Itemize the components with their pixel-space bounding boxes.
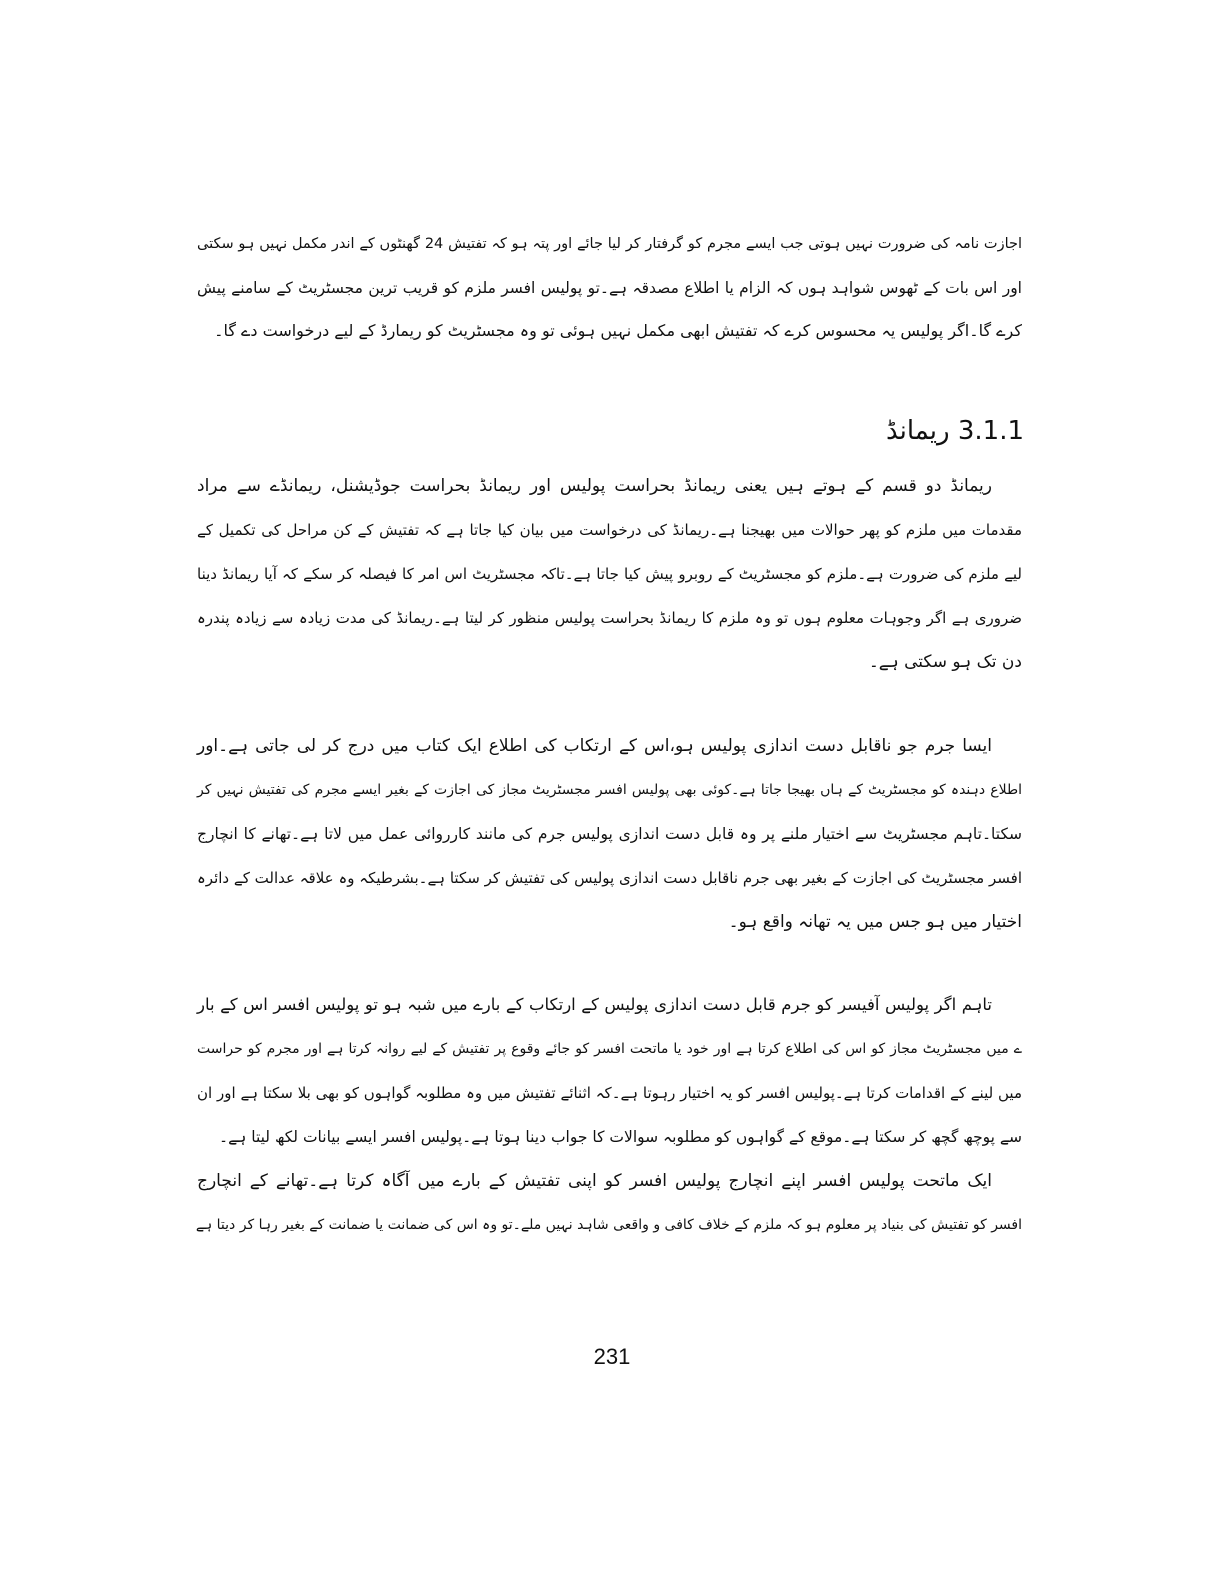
text-line: سے پوچھ گچھ کر سکتا ہے۔موقع کے گواہوں کو مطلوبہ سوالات کا جواب دینا ہوتا ہے۔پولیس افسر ایسے بیانات لکھ لیتا ہے۔ <box>219 1128 1022 1146</box>
text-line: افسر مجسٹریٹ کی اجازت کے بغیر بھی جرم ناقابل دست اندازی پولیس کی تفتیش کر سکتا ہے۔بشرطیکہ وہ علاقہ عدالت کے دائرہ <box>197 869 1022 887</box>
text-line: ضروری ہے اگر وجوہات معلوم ہوں تو وہ ملزم کا ریمانڈ بحراست پولیس منظور کر لیتا ہے۔ریمانڈ کی مدت زیادہ سے زیادہ پندرہ <box>197 609 1022 627</box>
section-heading: 3.1.1 ریمانڈ <box>885 416 1024 446</box>
text-line: اطلاع دہندہ کو مجسٹریٹ کے ہاں بھیجا جاتا ہے۔کوئی بھی پولیس افسر مجسٹریٹ مجاز کی اجازت کے بغیر ایسے مجرم کی تفتیش نہیں کر <box>197 782 1022 798</box>
text-line: ے میں مجسٹریٹ مجاز کو اس کی اطلاع کرتا ہے اور خود یا ماتحت افسر کو جائے وقوع پر تفتیش کے لیے روانہ کرتا ہے اور مجرم کو حراست <box>197 1041 1022 1057</box>
text-line: میں لینے کے اقدامات کرتا ہے۔پولیس افسر کو یہ اختیار رہوتا ہے۔کہ اثنائے تفتیش میں وہ مطلوبہ گواہوں کو بھی بلا سکتا ہے اور ان <box>197 1084 1022 1102</box>
text-line: اجازت نامہ کی ضرورت نہیں ہوتی جب ایسے مجرم کو گرفتار کر لیا جائے اور پتہ ہو کہ تفتیش 24 گھنٹوں کے اندر مکمل نہیں ہو سکتی <box>197 236 1022 252</box>
text-line: اور اس بات کے ٹھوس شواہد ہوں کہ الزام یا اطلاع مصدقہ ہے۔تو پولیس افسر ملزم کو قریب ترین مجسٹریٹ کے سامنے پیش <box>197 279 1022 297</box>
text-line: اختیار میں ہو جس میں یہ تھانہ واقع ہو۔ <box>728 912 1022 932</box>
text-line: سکتا۔تاہم مجسٹریٹ سے اختیار ملنے پر وہ قابل دست اندازی پولیس جرم کی مانند کارروائی عمل میں لاتا ہے۔تھانے کا انچارج <box>197 825 1022 843</box>
text-line: ایک ماتحت پولیس افسر اپنے انچارج پولیس افسر کو اپنی تفتیش کے بارے میں آگاہ کرتا ہے۔تھانے کے انچارج <box>197 1171 992 1191</box>
text-line: لیے ملزم کی ضرورت ہے۔ملزم کو مجسٹریٹ کے روبرو پیش کیا جاتا ہے۔تاکہ مجسٹریٹ اس امر کا فیصلہ کر سکے کہ آیا ریمانڈ دینا <box>197 565 1022 583</box>
text-line: ریمانڈ دو قسم کے ہوتے ہیں یعنی ریمانڈ بحراست پولیس اور ریمانڈ بحراست جوڈیشنل، ریمانڈے سے مراد <box>197 476 992 496</box>
text-line: تاہم اگر پولیس آفیسر کو جرم قابل دست اندازی پولیس کے ارتکاب کے بارے میں شبہ ہو تو پولیس افسر اس کے بار <box>197 995 992 1014</box>
text-line: کرے گا۔اگر پولیس یہ محسوس کرے کہ تفتیش ابھی مکمل نہیں ہوئی تو وہ مجسٹریٹ کو ریمارڈ کے لیے درخواست دے گا۔ <box>214 321 1022 340</box>
text-line: مقدمات میں ملزم کو پھر حوالات میں بھیجنا ہے۔ریمانڈ کی درخواست میں بیان کیا جاتا ہے کہ تفتیش کے کن مراحل کی تکمیل کے <box>197 521 1022 539</box>
text-line: افسر کو تفتیش کی بنیاد پر معلوم ہو کہ ملزم کے خلاف کافی و واقعی شاہد نہیں ملے۔تو وہ اس کی ضمانت یا ضمانت کے بغیر رہا کر دیتا ہے <box>195 1217 1022 1233</box>
page-number: 231 <box>593 1344 631 1369</box>
text-line: ایسا جرم جو ناقابل دست اندازی پولیس ہو،اس کے ارتکاب کی اطلاع ایک کتاب میں درج کر لی جاتی ہے۔اور <box>197 736 992 756</box>
text-line: دن تک ہو سکتی ہے۔ <box>868 652 1022 672</box>
